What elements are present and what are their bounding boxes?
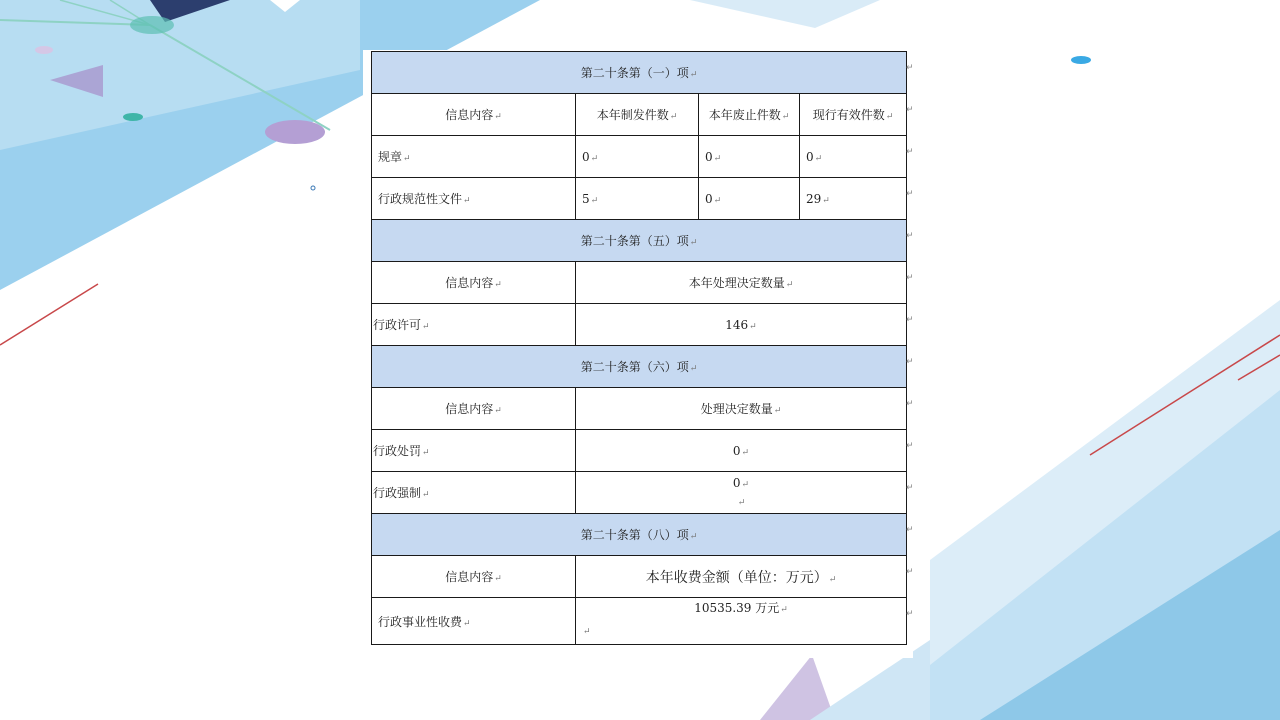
table-cell: 29↵	[800, 178, 907, 220]
row-end-mark: ↵	[906, 189, 914, 199]
row-end-mark: ↵	[906, 63, 914, 73]
column-header-row	[372, 388, 907, 430]
row-end-mark: ↵	[906, 609, 914, 619]
row-end-mark: ↵	[906, 105, 914, 115]
section-header-row	[372, 514, 907, 556]
column-header: 信息内容↵	[372, 262, 576, 304]
bg-band-top-right	[690, 0, 880, 28]
bg-dot-blue-right	[1071, 56, 1091, 64]
row-end-mark: ↵	[906, 357, 914, 367]
table-row	[372, 598, 907, 645]
table-cell: 0↵	[699, 136, 800, 178]
column-header-row	[372, 94, 907, 136]
row-label: 行政许可↵	[372, 304, 576, 346]
bg-dot-teal	[123, 113, 143, 121]
bg-dot-small	[35, 46, 53, 54]
row-end-mark: ↵	[906, 315, 914, 325]
row-label: 行政强制↵	[372, 472, 576, 514]
bg-triangle-bottom-purple	[760, 655, 835, 720]
table-cell: 0↵ ↵	[576, 472, 907, 514]
column-header: 信息内容↵	[372, 94, 576, 136]
row-end-mark: ↵	[906, 525, 914, 535]
table-cell: 146↵	[576, 304, 907, 346]
column-header: 信息内容↵	[372, 556, 576, 598]
section-header-row	[372, 52, 907, 94]
column-header-row	[372, 262, 907, 304]
row-end-mark: ↵	[906, 147, 914, 157]
bg-ring-small	[311, 186, 315, 190]
column-header: 本年处理决定数量↵	[576, 262, 907, 304]
table-cell: 0↵	[699, 178, 800, 220]
section-title: 第二十条第（一）项↵	[372, 52, 907, 94]
disclosure-table	[371, 51, 907, 645]
table-row	[372, 472, 907, 514]
row-end-mark: ↵	[906, 441, 914, 451]
row-label: 行政处罚↵	[372, 430, 576, 472]
column-header: 现行有效件数↵	[800, 94, 907, 136]
table-row	[372, 430, 907, 472]
column-header: 本年制发件数↵	[576, 94, 699, 136]
table-cell: 0↵	[576, 430, 907, 472]
column-header-row	[372, 556, 907, 598]
section-title: 第二十条第（六）项↵	[372, 346, 907, 388]
table-row	[372, 136, 907, 178]
row-end-mark: ↵	[906, 273, 914, 283]
row-end-mark: ↵	[906, 483, 914, 493]
section-header-row	[372, 220, 907, 262]
row-label: 行政规范性文件↵	[372, 178, 576, 220]
row-label: 行政事业性收费↵	[372, 598, 576, 645]
table-cell: 10535.39 万元↵ ↵	[576, 598, 907, 645]
row-end-mark: ↵	[906, 231, 914, 241]
column-header: 处理决定数量↵	[576, 388, 907, 430]
table-row	[372, 178, 907, 220]
row-end-mark: ↵	[906, 399, 914, 409]
bg-dot-teal-top	[130, 16, 174, 34]
section-header-row	[372, 346, 907, 388]
column-header: 本年废止件数↵	[699, 94, 800, 136]
section-title: 第二十条第（八）项↵	[372, 514, 907, 556]
column-header: 本年收费金额（单位：万元）↵	[576, 556, 907, 598]
row-label: 规章↵	[372, 136, 576, 178]
table-cell: 0↵	[800, 136, 907, 178]
table-cell: 0↵	[576, 136, 699, 178]
column-header: 信息内容↵	[372, 388, 576, 430]
section-title: 第二十条第（五）项↵	[372, 220, 907, 262]
table-cell: 5↵	[576, 178, 699, 220]
bg-dot-purple	[265, 120, 325, 144]
row-end-mark: ↵	[906, 567, 914, 577]
table-row	[372, 304, 907, 346]
bg-line-red-left	[0, 284, 98, 345]
